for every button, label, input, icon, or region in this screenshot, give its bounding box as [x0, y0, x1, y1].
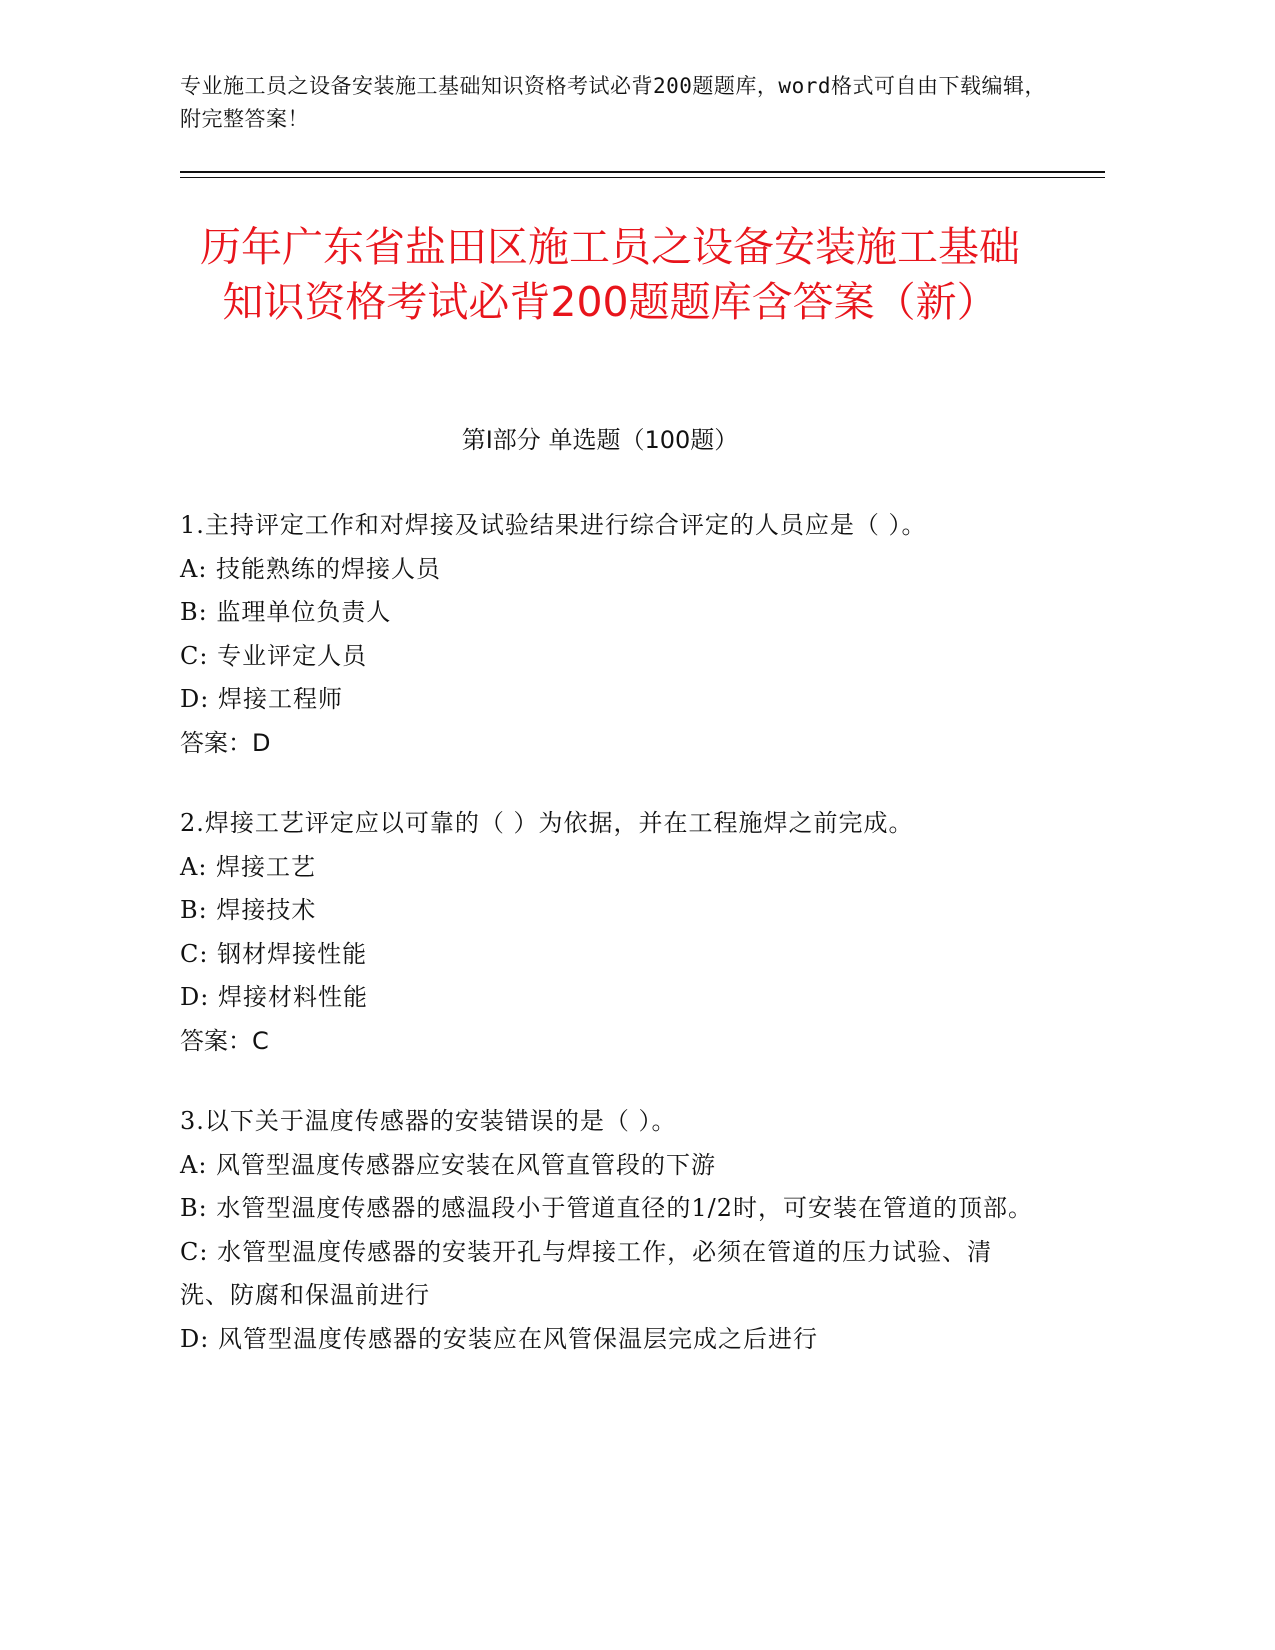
document-title: 历年广东省盐田区施工员之设备安装施工基础知识资格考试必背200题题库含答案（新） [200, 223, 1020, 326]
option-b: B: 水管型温度传感器的感温段小于管道直径的1/2时，可安装在管道的顶部。 [180, 1194, 1033, 1222]
answer-line: 答案：C [180, 1026, 269, 1055]
header-note: 专业施工员之设备安装施工基础知识资格考试必背200题题库，word格式可自由下载编辑，附完整答案！ [180, 74, 1046, 131]
option-b: B: 监理单位负责人 [180, 598, 392, 626]
option-a: A: 焊接工艺 [180, 852, 317, 881]
option-b: B: 焊接技术 [180, 896, 317, 924]
option-d: D: 焊接工程师 [180, 685, 343, 713]
option-a: A: 风管型温度传感器应安装在风管直管段的下游 [180, 1150, 717, 1179]
question-stem: 3.以下关于温度传感器的安装错误的是（ ）。 [180, 1107, 677, 1135]
option-c: C: 专业评定人员 [180, 641, 368, 670]
section-heading: 第Ⅰ部分 单选题（100题） [461, 426, 739, 454]
question-stem: 2.焊接工艺评定应以可靠的（ ）为依据，并在工程施焊之前完成。 [180, 809, 914, 837]
question-item [180, 504, 1040, 765]
option-a: A: 技能熟练的焊接人员 [180, 554, 442, 583]
header-divider [180, 171, 1105, 173]
answer-line: 答案：D [180, 728, 271, 757]
question-item [180, 1100, 1040, 1361]
question-stem: 1.主持评定工作和对焊接及试验结果进行综合评定的人员应是（ ）。 [180, 511, 927, 539]
option-d: D: 风管型温度传感器的安装应在风管保温层完成之后进行 [180, 1324, 818, 1353]
question-list [180, 504, 1040, 1398]
option-d: D: 焊接材料性能 [180, 983, 368, 1011]
option-c: C: 钢材焊接性能 [180, 939, 368, 968]
header-divider-thin [180, 177, 1105, 178]
option-c: C: 水管型温度传感器的安装开孔与焊接工作，必须在管道的压力试验、清洗、防腐和保温前进行 [180, 1237, 993, 1309]
question-item [180, 802, 1040, 1063]
